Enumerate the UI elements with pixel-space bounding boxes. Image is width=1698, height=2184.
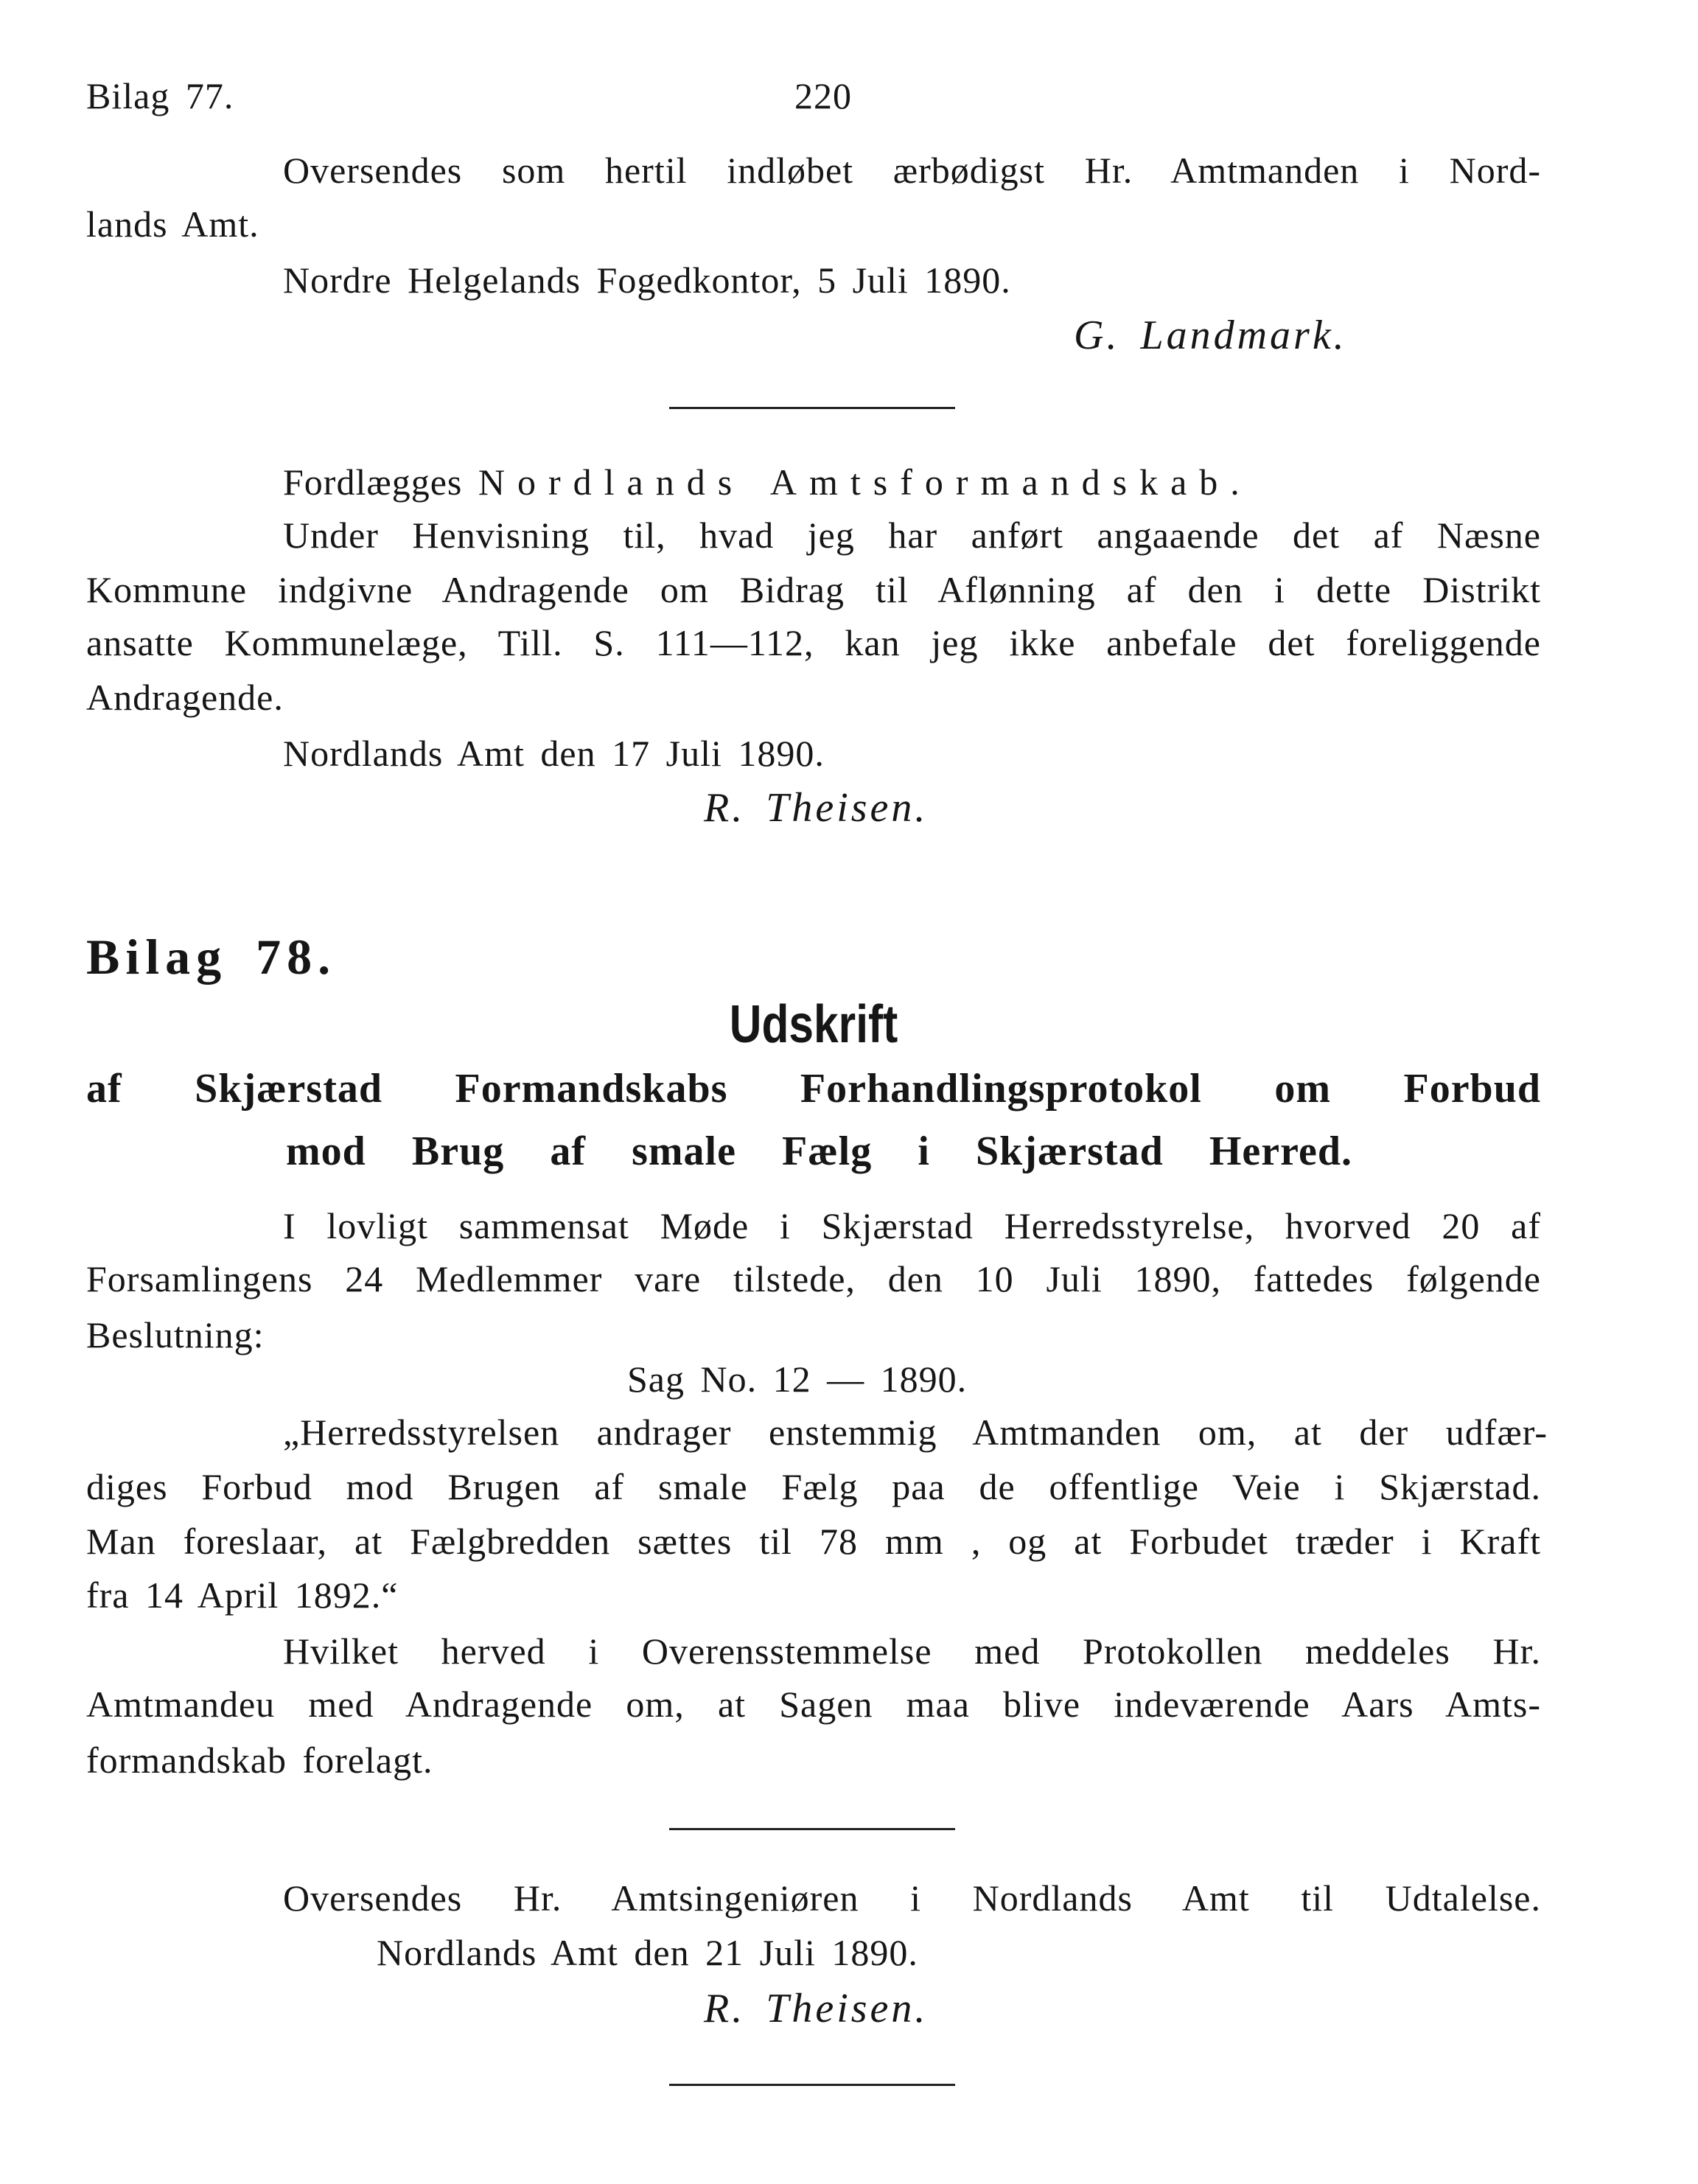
- forwarding-text: Oversendes Hr. Amtsingeniøren i Nordlands Amt til Udtalelse.: [283, 1877, 1541, 1919]
- document-title: [86, 994, 1541, 1056]
- separator-rule: [669, 2084, 955, 2086]
- place-date: Nordlands Amt den 17 Juli 1890.: [283, 733, 825, 774]
- page-number: 220: [794, 75, 852, 116]
- separator-rule: [669, 407, 955, 409]
- referral-lead: Fordlægges: [283, 461, 478, 503]
- referral-body-line: Under Henvisning til, hvad jeg har anført angaaende det af Næsne: [283, 514, 1541, 556]
- referral-body-line: Kommune indgivne Andragende om Bidrag til Aflønning af den i dette Distrikt: [86, 569, 1541, 610]
- case-reference: Sag No. 12 — 1890.: [627, 1358, 968, 1400]
- resolution-line: fra 14 April 1892.“: [86, 1574, 399, 1616]
- signature: R. Theisen.: [704, 1986, 929, 2031]
- signature: G. Landmark.: [1074, 313, 1347, 358]
- intro-line: Forsamlingens 24 Medlemmer vare tilstede, den 10 Juli 1890, fattedes følgende: [86, 1258, 1541, 1299]
- forward-note-line: Oversendes som hertil indløbet ærbødigst Hr. Amtmanden i Nord-: [283, 150, 1541, 191]
- referral-heading: [283, 460, 1252, 504]
- intro-line: I lovligt sammensat Møde i Skjærstad Herredsstyrelse, hvorved 20 af: [283, 1205, 1541, 1246]
- place-date: Nordre Helgelands Fogedkontor, 5 Juli 1890.: [283, 259, 1011, 301]
- transmittal-line: formandskab forelagt.: [86, 1740, 433, 1781]
- referral-body-line: ansatte Kommunelæge, Till. S. 111—112, kan jeg ikke anbefale det foreliggende: [86, 622, 1541, 663]
- appendix-label: Bilag 78.: [86, 929, 337, 985]
- resolution-line: Man foreslaar, at Fælgbredden sættes til 78 mm , og at Forbudet træder i Kraft: [86, 1521, 1541, 1562]
- transmittal-line: Hvilket herved i Overensstemmelse med Protokollen meddeles Hr.: [283, 1630, 1541, 1672]
- subtitle-line: af Skjærstad Formandskabs Forhandlingsprotokol om Forbud: [86, 1066, 1541, 1112]
- transmittal-line: Amtmandeu med Andragende om, at Sagen maa blive indeværende Aars Amts-: [86, 1684, 1541, 1725]
- place-date: Nordlands Amt den 21 Juli 1890.: [377, 1932, 918, 1973]
- subtitle-line: mod Brug af smale Fælg i Skjærstad Herred.: [286, 1128, 1352, 1174]
- document-title-text: Udskrift: [729, 995, 898, 1054]
- referral-addressee: Nordlands Amtsformandskab.: [478, 461, 1252, 503]
- resolution-line: „Herredsstyrelsen andrager enstemmig Amtmanden om, at der udfær-: [283, 1412, 1548, 1453]
- forward-note-line: lands Amt.: [86, 203, 259, 245]
- running-header-label: Bilag 77.: [86, 75, 234, 116]
- separator-rule: [669, 1828, 955, 1830]
- intro-line: Beslutning:: [86, 1314, 265, 1356]
- resolution-line: diges Forbud mod Brugen af smale Fælg paa de offentlige Veie i Skjærstad.: [86, 1466, 1541, 1507]
- signature: R. Theisen.: [704, 785, 929, 831]
- referral-body-line: Andragende.: [86, 677, 284, 718]
